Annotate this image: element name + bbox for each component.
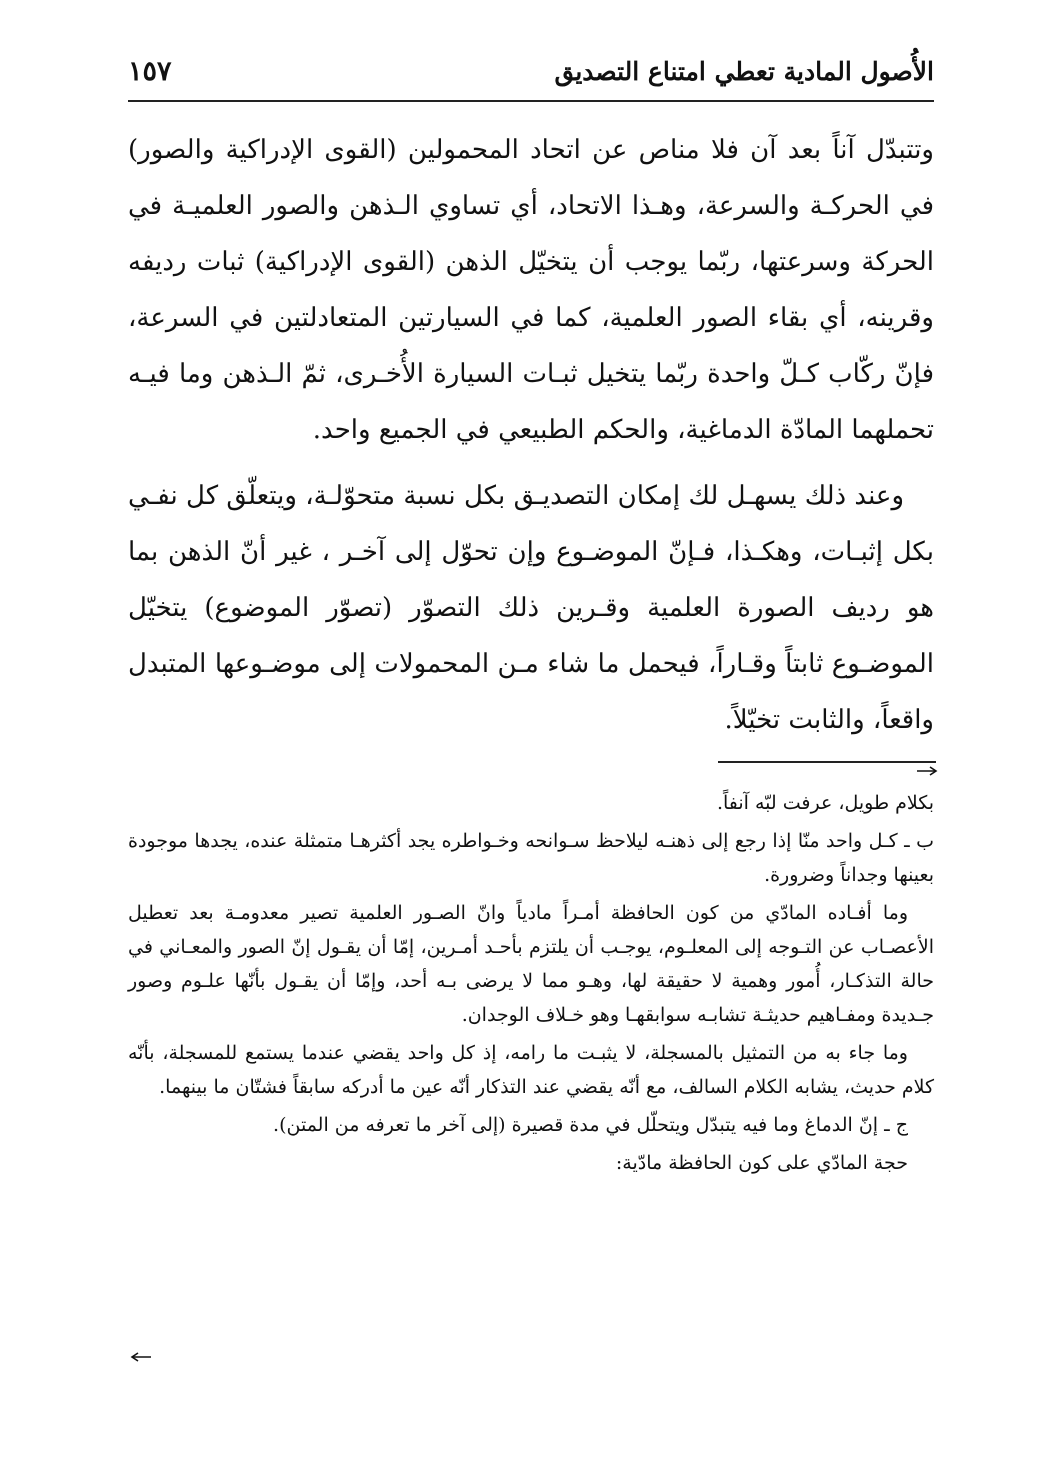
footnote-b: ب ـ كـل واحد منّا إذا رجع إلى ذهنـه ليلاحظ سـوانحه وخـواطره يجد أكثرهـا متمثلة عنده، يجدها موجودة بعينها وجداناً وضرورة.: [128, 830, 934, 886]
header-divider: [128, 100, 934, 102]
main-paragraph-2: وعند ذلك يسهـل لك إمكان التصديـق بكل نسبة متحوّلـة، ويتعلّق كل نفـي بكل إثبـات، وهكـذا، فـإنّ الموضـوع وإن تحوّل إلى آخـر ، غير أنّ الذهن بما هو رديف الصورة العلمية وقـرين ذلك التصوّر (تصوّر الموضوع) يتخيّل الموضـوع ثابتاً وقـاراً، فيحمل ما شاء مـن المحمولات إلى موضـوعها المتبدل واقعاً، والثابت تخيّلاً.: [128, 481, 934, 735]
main-text: [128, 122, 934, 748]
running-title: الأُصول المادية تعطي امتناع التصديق: [554, 57, 934, 86]
footnote-heading: حجة المادّي على كون الحافظة مادّية:: [615, 1152, 908, 1174]
footnotes: [128, 786, 934, 1180]
left-arrow-icon: [130, 1350, 152, 1364]
page-header: [128, 54, 934, 94]
footnote-continuation: بكلام طويل، عرفت لبّه آنفاً.: [716, 792, 934, 814]
page-number: ١٥٧: [128, 56, 172, 87]
footnote-c: ج ـ إنّ الدماغ وما فيه يتبدّل ويتحلّل في مدة قصيرة (إلى آخر ما تعرفه من المتن).: [273, 1114, 908, 1136]
footnote-paragraph: وما جاء به من التمثيل بالمسجلة، لا يثبـت ما رامه، إذ كل واحد يقضي عندما يستمع للمسجلة، بأنّه كلام حديث، يشابه الكلام السالف، مع أنّه يقضي عند التذكار أنّه عين ما أدركه سابقاً فشتّان ما بينهما.: [128, 1042, 934, 1098]
footnote-paragraph: وما أفـاده المادّي من كون الحافظة أمـراً مادياً وانّ الصـور العلمية تصير معدومـة بعد تعطيل الأعصـاب عن التـوجه إلى المعلـوم، يوجـب أن يلتزم بأحـد أمـرين، إمّا أن يقـول إنّ الصور والمعـاني في حالة التذكـار، أُمور وهمية لا حقيقة لها، وهـو مما لا يرضى بـه أحد، وإمّا أن يقـول بأنّها علـوم وصور جـديدة ومفـاهيم حديثـة تشابـه سوابقهـا وهو خـلاف الوجدان.: [128, 902, 934, 1026]
footnote-divider: [718, 761, 936, 763]
main-paragraph-1: وتتبدّل آناً بعد آن فلا مناص عن اتحاد المحمولين (القوى الإدراكية والصور) في الحركـة والسرعة، وهـذا الاتحاد، أي تساوي الـذهن والصور العلميـة في الحركة وسرعتها، ربّما يوجب أن يتخيّل الذهن (القوى الإدراكية) ثبات رديفه وقرينه، أي بقاء الصور العلمية، كما في السيارتين المتعادلتين في السرعة، فإنّ ركّاب كـلّ واحدة ربّما يتخيل ثبـات السيارة الأُخـرى، ثمّ الـذهن وما فيـه تحملهما المادّة الدماغية، والحكم الطبيعي في الجميع واحد.: [128, 135, 934, 445]
right-arrow-icon: [916, 764, 938, 776]
